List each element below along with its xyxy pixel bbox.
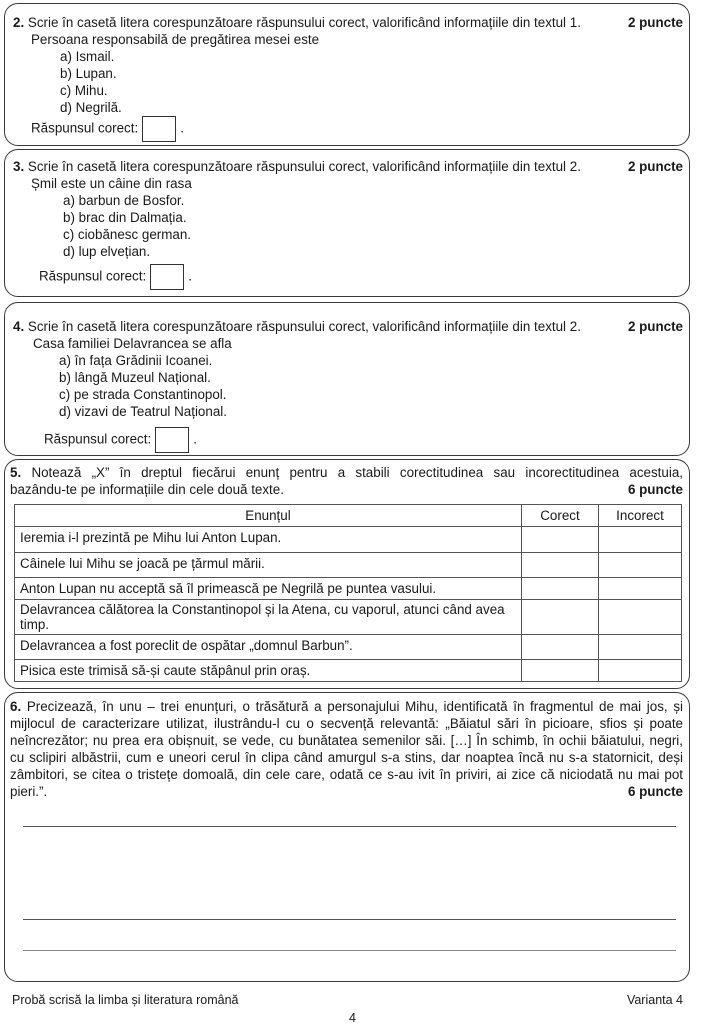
points-label: 2 puncte bbox=[627, 15, 683, 30]
question-number: 2. bbox=[13, 15, 25, 30]
header-corect: Corect bbox=[522, 505, 599, 527]
statement-cell: Delavrancea călătorea la Constantinopol și la Atena, cu vaporul, atunci când avea timp. bbox=[15, 600, 522, 635]
question-stem: Persoana responsabilă de pregătirea mesei este bbox=[31, 32, 320, 47]
answer-suffix: . bbox=[180, 120, 184, 136]
option-c: c) ciobănesc german. bbox=[63, 227, 192, 242]
answer-label: Răspunsul corect: bbox=[31, 120, 139, 136]
question-2-box bbox=[4, 3, 690, 146]
question-6-text bbox=[10, 698, 683, 800]
question-instruction: Scrie în casetă litera corespunzătoare răspunsului corect, valorificând informațiile din textul 1. bbox=[27, 15, 581, 30]
option-a: a) Ismail. bbox=[60, 49, 115, 64]
question-2-header bbox=[13, 14, 683, 31]
answer-row bbox=[31, 116, 184, 142]
answer-suffix: . bbox=[193, 431, 197, 447]
question-instruction: Scrie în casetă litera corespunzătoare răspunsului corect, valorificând informațiile din textul 2. bbox=[27, 159, 581, 174]
answer-line-1[interactable] bbox=[23, 826, 676, 827]
option-a: a) barbun de Bosfor. bbox=[63, 193, 185, 208]
header-statement: Enunțul bbox=[15, 505, 522, 527]
answer-label: Răspunsul corect: bbox=[44, 431, 152, 447]
answer-box[interactable] bbox=[142, 116, 176, 142]
question-stem: Casa familiei Delavrancea se afla bbox=[33, 336, 232, 351]
points-label: 6 puncte bbox=[627, 482, 683, 497]
points-label: 2 puncte bbox=[627, 159, 683, 174]
question-6-box bbox=[4, 692, 690, 982]
corect-cell[interactable] bbox=[522, 553, 599, 578]
option-b: b) brac din Dalmația. bbox=[63, 210, 187, 225]
question-number: 6. bbox=[10, 699, 22, 714]
question-instruction: Scrie în casetă litera corespunzătoare răspunsului corect, valorificând informațiile din textul 2. bbox=[27, 319, 581, 334]
option-b: b) Lupan. bbox=[60, 66, 117, 81]
question-number: 4. bbox=[13, 319, 25, 334]
statement-cell: Câinele lui Mihu se joacă pe țărmul mării. bbox=[15, 553, 522, 578]
statement-cell: Ieremia i-l prezintă pe Mihu lui Anton Lupan. bbox=[15, 527, 522, 553]
question-stem: Șmil este un câine din rasa bbox=[31, 176, 192, 191]
option-d: d) lup elvețian. bbox=[63, 244, 151, 259]
table-header-row bbox=[15, 505, 682, 527]
question-instruction: 5. Notează „X” în dreptul fiecărui enunț pentru a stabili corectitudinea sau incorectitudinea acestuia, bbox=[10, 465, 683, 480]
statement-cell: Anton Lupan nu acceptă să îl primească pe Negrilă pe puntea vasului. bbox=[15, 578, 522, 600]
points-label: 6 puncte bbox=[627, 784, 683, 799]
answer-line-3[interactable] bbox=[23, 950, 676, 951]
option-d: d) Negrilă. bbox=[60, 100, 122, 115]
answer-suffix: . bbox=[188, 268, 192, 284]
corect-cell[interactable] bbox=[522, 600, 599, 635]
points-label: 2 puncte bbox=[627, 319, 683, 334]
option-a: a) în fața Grădinii Icoanei. bbox=[59, 353, 213, 368]
question-4-box bbox=[4, 302, 690, 456]
answer-box[interactable] bbox=[150, 264, 184, 290]
question-instruction-cont: bazându-te pe informațiile din cele două texte. bbox=[10, 482, 284, 497]
true-false-table bbox=[14, 504, 682, 682]
table-row bbox=[15, 635, 682, 660]
question-instruction: Precizează, în unu – trei enunțuri, o trăsătură a personajului Mihu, identificată în fragmentul de mai jos, și mijlocul de caracterizare utilizat, ilustrându-l cu o secvență relevantă: „Băiatul sări în picioare, sfios și poate neîncrezător; nu prea era obișnuit, se vede, cu bunătatea semenilor săi. […] În schimb, în ochii băiatului, negri, cu sclipiri albăstrii, cum e uneori cerul în clipa când amurgul s-a stins, dar noaptea încă nu s-a statornicit, deși zâmbitori, se citea o tristețe domoală, din cele care, odată ce s-au ivit în priviri, ai zice că niciodată nu mai pot pieri.”. bbox=[10, 699, 683, 799]
header-incorect: Incorect bbox=[599, 505, 682, 527]
answer-row bbox=[44, 427, 197, 453]
question-4-header bbox=[13, 318, 683, 335]
incorect-cell[interactable] bbox=[599, 553, 682, 578]
answer-line-2[interactable] bbox=[23, 919, 676, 920]
question-number: 3. bbox=[13, 159, 25, 174]
incorect-cell[interactable] bbox=[599, 600, 682, 635]
answer-box[interactable] bbox=[155, 427, 189, 453]
corect-cell[interactable] bbox=[522, 660, 599, 682]
page-number: 4 bbox=[349, 1011, 356, 1025]
question-number: 5. bbox=[10, 465, 22, 480]
question-5-header bbox=[10, 464, 683, 498]
answer-label: Răspunsul corect: bbox=[39, 268, 147, 284]
question-3-header bbox=[13, 158, 683, 175]
question-5-box bbox=[4, 459, 690, 689]
corect-cell[interactable] bbox=[522, 635, 599, 660]
incorect-cell[interactable] bbox=[599, 578, 682, 600]
footer-variant: Varianta 4 bbox=[626, 993, 683, 1007]
option-c: c) Mihu. bbox=[60, 83, 108, 98]
option-b: b) lângă Muzeul Național. bbox=[59, 370, 211, 385]
table-row bbox=[15, 527, 682, 553]
statement-cell: Delavrancea a fost poreclit de ospătar „domnul Barbun”. bbox=[15, 635, 522, 660]
table-row bbox=[15, 660, 682, 682]
table-row bbox=[15, 553, 682, 578]
incorect-cell[interactable] bbox=[599, 635, 682, 660]
question-3-box bbox=[4, 149, 690, 297]
corect-cell[interactable] bbox=[522, 578, 599, 600]
option-c: c) pe strada Constantinopol. bbox=[59, 387, 227, 402]
option-d: d) vizavi de Teatrul Național. bbox=[59, 404, 227, 419]
footer-subject: Probă scrisă la limba și literatura română bbox=[12, 993, 239, 1007]
table-row bbox=[15, 578, 682, 600]
table-row bbox=[15, 600, 682, 635]
statement-cell: Pisica este trimisă să-și caute stăpânul prin oraș. bbox=[15, 660, 522, 682]
incorect-cell[interactable] bbox=[599, 527, 682, 553]
answer-row bbox=[39, 264, 192, 290]
incorect-cell[interactable] bbox=[599, 660, 682, 682]
corect-cell[interactable] bbox=[522, 527, 599, 553]
